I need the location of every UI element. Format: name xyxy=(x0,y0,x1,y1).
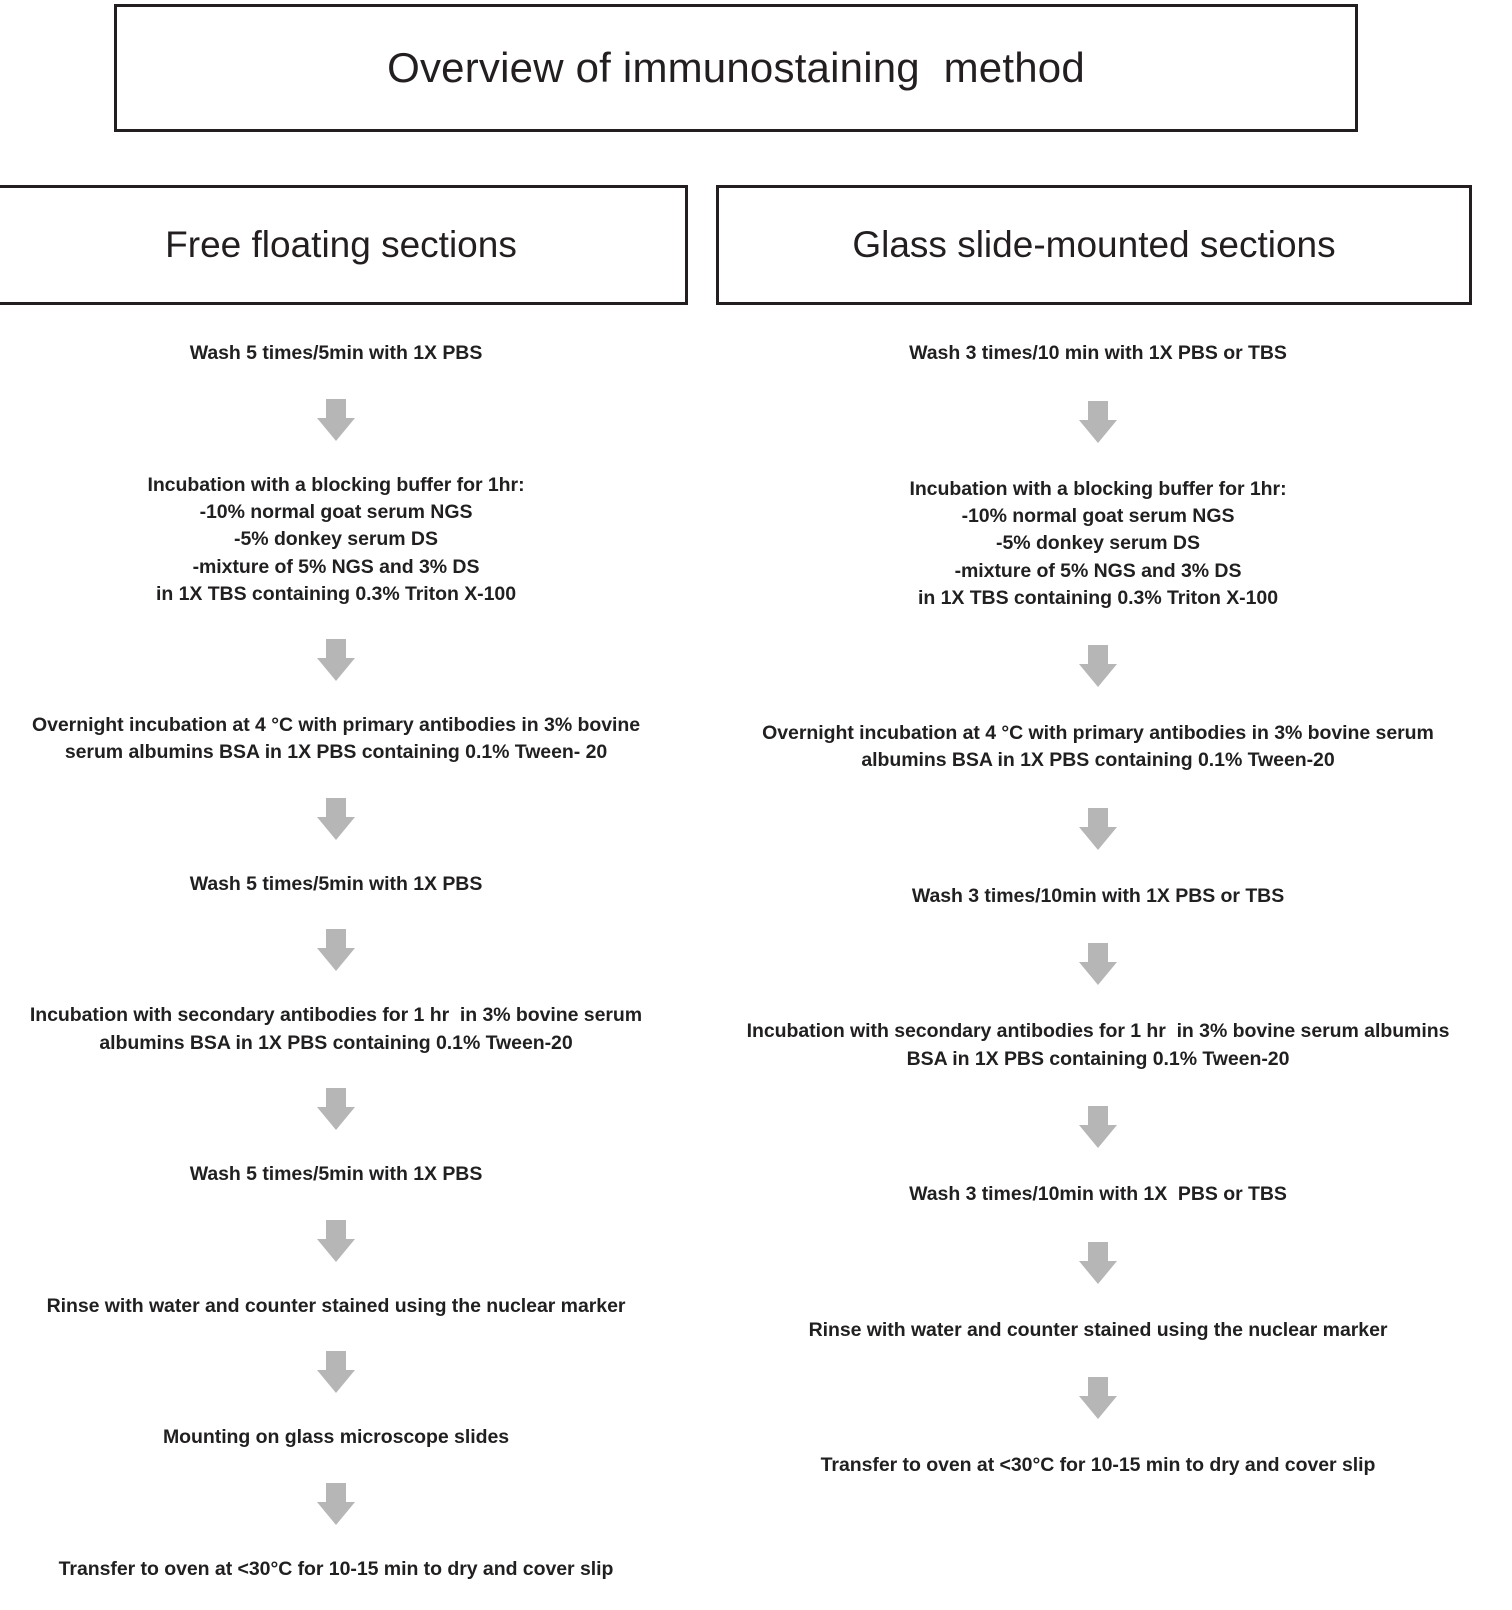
flow-step-blocking-buffer xyxy=(909,476,1286,612)
flow-connector xyxy=(1079,1106,1117,1148)
flow-step-line: Mounting on glass microscope slides xyxy=(162,1426,510,1449)
flow-step-line: BSA in 1X PBS containing 0.1% Tween-20 xyxy=(906,1047,1290,1070)
flow-step-wash-1 xyxy=(909,340,1287,368)
diagram-title-box xyxy=(114,4,1358,132)
flow-step-line: Wash 3 times/10min with 1X PBS or TBS xyxy=(909,1183,1287,1206)
column-header-label: Free floating sections xyxy=(165,224,517,265)
down-arrow-icon xyxy=(317,929,355,971)
flow-step-wash-3 xyxy=(190,1161,483,1189)
down-arrow-icon xyxy=(317,798,355,840)
flow-connector xyxy=(317,798,355,840)
flow-step-line: Wash 5 times/5min with 1X PBS xyxy=(189,872,483,895)
column-header-free-floating xyxy=(0,185,688,305)
down-arrow-icon xyxy=(317,1351,355,1393)
flow-step-line: Overnight incubation at 4 °C with primary antibodies in 3% bovine serum xyxy=(762,722,1434,745)
flow-step-counter-stain xyxy=(809,1317,1388,1345)
flow-step-line: -mixture of 5% NGS and 3% DS xyxy=(192,555,480,578)
flow-step-line: Incubation with a blocking buffer for 1hr: xyxy=(147,473,525,496)
flow-step-line: Wash 3 times/10 min with 1X PBS or TBS xyxy=(909,342,1287,364)
flow-step-line: Rinse with water and counter stained using the nuclear marker xyxy=(46,1294,626,1317)
down-arrow-icon xyxy=(317,1088,355,1130)
flow-step-line: albumins BSA in 1X PBS containing 0.1% Tween-20 xyxy=(861,749,1335,772)
flow-connector xyxy=(317,929,355,971)
flow-step-line: Rinse with water and counter stained using the nuclear marker xyxy=(808,1318,1388,1341)
flow-step-line: in 1X TBS containing 0.3% Triton X-100 xyxy=(155,582,516,605)
flow-step-mounting xyxy=(163,1424,509,1452)
flow-step-secondary-antibody xyxy=(747,1018,1450,1073)
flow-step-secondary-antibody xyxy=(30,1002,642,1057)
down-arrow-icon xyxy=(1079,943,1117,985)
flow-connector xyxy=(317,1220,355,1262)
flowchart-column-glass-slide-mounted xyxy=(718,340,1478,1480)
flow-connector xyxy=(1079,1377,1117,1419)
flow-step-line: Wash 5 times/5min with 1X PBS xyxy=(189,1163,483,1186)
flow-step-line: serum albumins BSA in 1X PBS containing 0.1% Tween- 20 xyxy=(64,741,608,764)
flow-step-wash-3 xyxy=(909,1181,1287,1209)
flow-step-blocking-buffer xyxy=(147,472,524,608)
flow-connector xyxy=(317,1483,355,1525)
flow-connector xyxy=(1079,808,1117,850)
flow-step-line: albumins BSA in 1X PBS containing 0.1% Tween-20 xyxy=(99,1031,573,1054)
flow-step-primary-antibody xyxy=(762,720,1434,775)
flow-connector xyxy=(1079,943,1117,985)
flow-connector xyxy=(317,639,355,681)
flow-connector xyxy=(1079,401,1117,443)
flow-connector xyxy=(317,1351,355,1393)
down-arrow-icon xyxy=(1079,808,1117,850)
flow-step-primary-antibody xyxy=(32,712,640,767)
flow-connector xyxy=(1079,645,1117,687)
column-header-glass-slide-mounted xyxy=(716,185,1472,305)
flow-step-line: -5% donkey serum DS xyxy=(996,532,1200,555)
down-arrow-icon xyxy=(1079,645,1117,687)
flow-connector xyxy=(317,1088,355,1130)
down-arrow-icon xyxy=(317,1220,355,1262)
flow-step-oven-transfer xyxy=(821,1452,1376,1480)
page-title: Overview of immunostaining method xyxy=(387,44,1085,91)
down-arrow-icon xyxy=(317,1483,355,1525)
down-arrow-icon xyxy=(317,399,355,441)
flow-step-line: Overnight incubation at 4 °C with primary antibodies in 3% bovine xyxy=(31,714,641,737)
down-arrow-icon xyxy=(1079,1377,1117,1419)
flow-connector xyxy=(1079,1242,1117,1284)
flow-step-line: -5% donkey serum DS xyxy=(234,528,438,551)
flow-step-line: Transfer to oven at <30°C for 10-15 min to dry and cover slip xyxy=(58,1558,614,1581)
flow-step-line: Incubation with a blocking buffer for 1hr: xyxy=(909,477,1287,500)
flowchart-column-free-floating xyxy=(0,340,672,1584)
flow-step-line: Transfer to oven at <30°C for 10-15 min to dry and cover slip xyxy=(820,1454,1376,1477)
flow-step-counter-stain xyxy=(47,1293,626,1321)
flow-step-line: -mixture of 5% NGS and 3% DS xyxy=(954,559,1242,582)
flow-connector xyxy=(317,399,355,441)
flow-step-line: in 1X TBS containing 0.3% Triton X-100 xyxy=(917,586,1278,609)
down-arrow-icon xyxy=(1079,1106,1117,1148)
flow-step-line: Incubation with secondary antibodies for 1 hr in 3% bovine serum xyxy=(29,1004,643,1027)
flow-step-wash-1 xyxy=(190,340,483,368)
flow-step-line: Wash 5 times/5min with 1X PBS xyxy=(189,342,483,364)
flow-step-line: Wash 3 times/10min with 1X PBS or TBS xyxy=(911,884,1285,907)
down-arrow-icon xyxy=(1079,401,1117,443)
flow-step-line: -10% normal goat serum NGS xyxy=(199,500,473,523)
column-header-label: Glass slide-mounted sections xyxy=(852,224,1336,265)
flow-step-oven-transfer xyxy=(59,1556,614,1584)
flow-step-line: Incubation with secondary antibodies for 1 hr in 3% bovine serum albumins xyxy=(746,1020,1450,1043)
flow-step-line: -10% normal goat serum NGS xyxy=(961,504,1235,527)
flow-step-wash-2 xyxy=(190,871,483,899)
down-arrow-icon xyxy=(1079,1242,1117,1284)
down-arrow-icon xyxy=(317,639,355,681)
flow-step-wash-2 xyxy=(912,883,1284,911)
